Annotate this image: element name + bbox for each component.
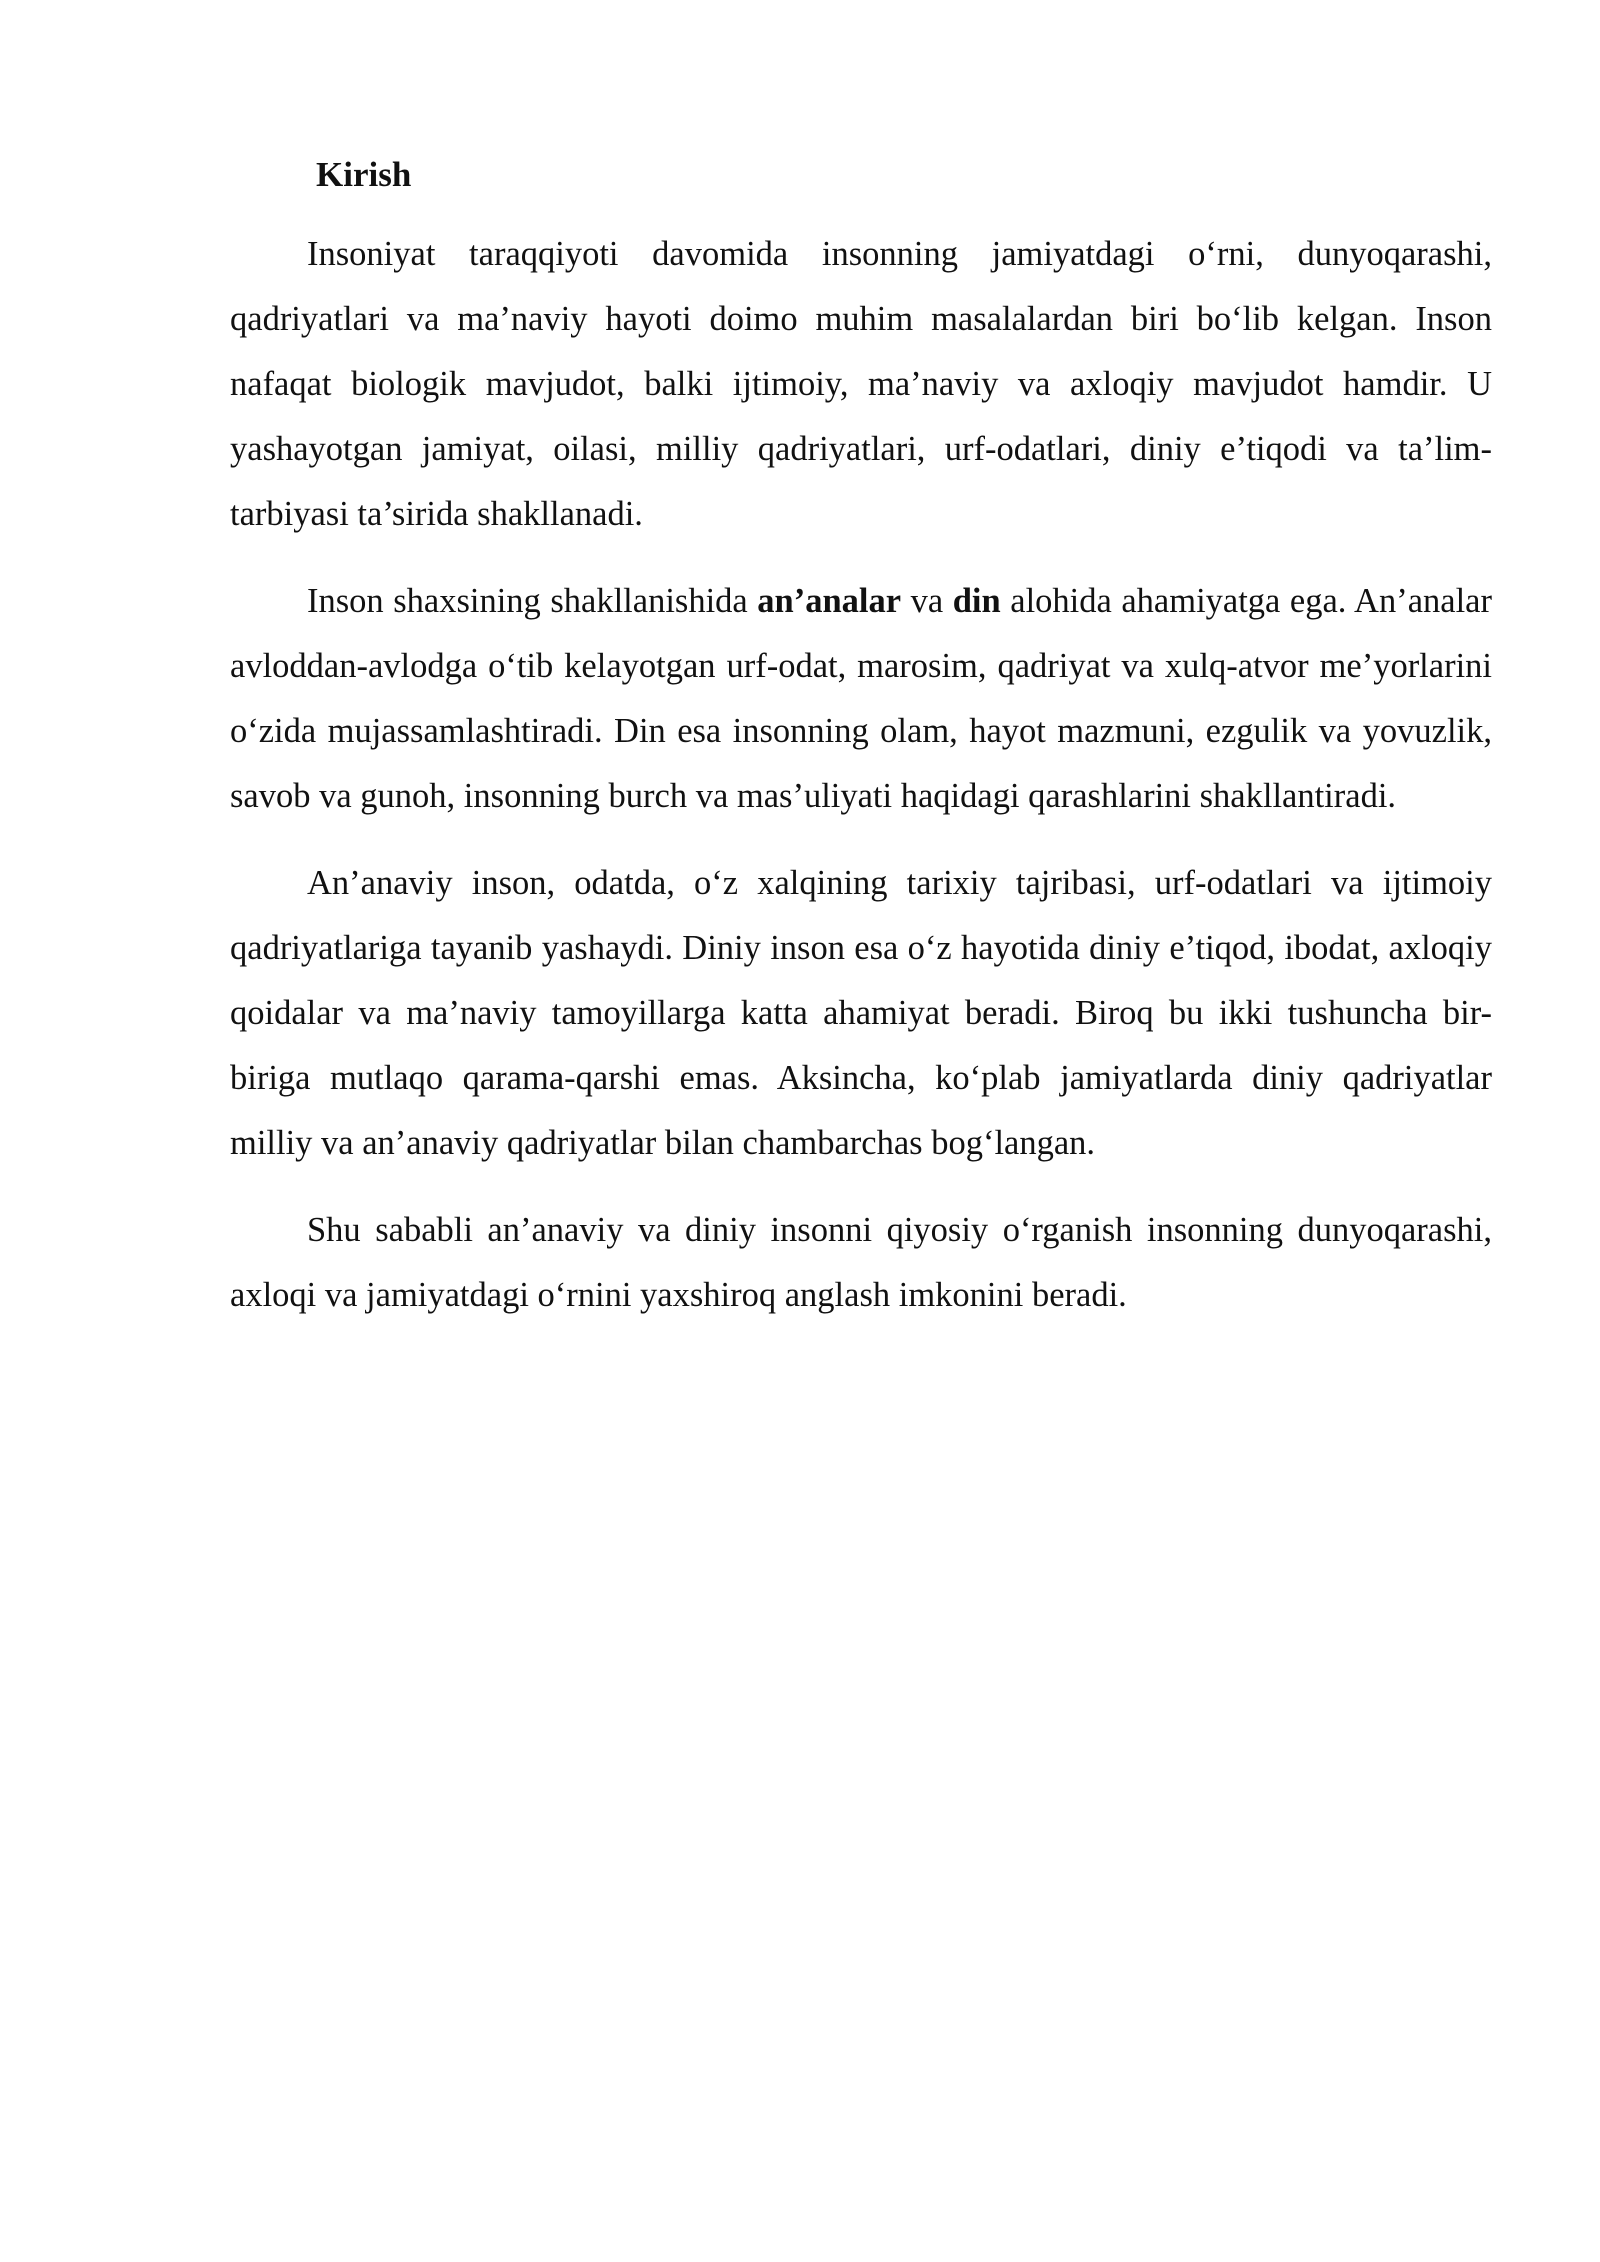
section-heading: Kirish	[316, 155, 412, 194]
document-body	[230, 150, 1492, 1350]
paragraph-4: Shu sababli an’anaviy va diniy insonni qiyosiy o‘rganish insonning dunyoqarashi, axloqi va jamiyatdagi o‘rnini yaxshiroq anglash imkonini beradi.	[230, 1211, 1492, 1314]
paragraph-2-text-3: alohida ahamiyatga ega. An’analar avloddan-avlodga o‘tib kelayotgan urf-odat, marosim, qadriyat va xulq-atvor me’yorlarini o‘zida mujassamlashtiradi. Din esa insonning olam, hayot mazmuni, ezgulik va yovuzlik, savob va gunoh, insonning burch va mas’uliyati haqidagi qarashlarini shakllantiradi.	[230, 582, 1492, 815]
paragraph-2-text-2: va	[901, 582, 953, 620]
paragraph-3: An’anaviy inson, odatda, o‘z xalqining tarixiy tajribasi, urf-odatlari va ijtimoiy qadriyatlariga tayanib yashaydi. Diniy inson esa o‘z hayotida diniy e’tiqod, ibodat, axloqiy qoidalar va ma’naviy tamoyillarga katta ahamiyat beradi. Biroq bu ikki tushuncha bir-biriga mutlaqo qarama-qarshi emas. Aksincha, ko‘plab jamiyatlarda diniy qadriyatlar milliy va an’anaviy qadriyatlar bilan chambarchas bog‘langan.	[230, 864, 1492, 1162]
paragraph-2-bold-term-2: din	[952, 582, 1001, 620]
paragraph-2	[230, 569, 1492, 829]
paragraph-1: Insoniyat taraqqiyoti davomida insonning jamiyatdagi o‘rni, dunyoqarashi, qadriyatlari va ma’naviy hayoti doimo muhim masalalardan biri bo‘lib kelgan. Inson nafaqat biologik mavjudot, balki ijtimoiy, ma’naviy va axloqiy mavjudot hamdir. U yashayotgan jamiyat, oilasi, milliy qadriyatlari, urf-odatlari, diniy e’tiqodi va ta’lim-tarbiyasi ta’sirida shakllanadi.	[230, 235, 1492, 533]
paragraph-2-bold-term-1: an’analar	[757, 582, 902, 620]
paragraph-2-text-1: Inson shaxsining shakllanishida	[307, 582, 758, 620]
